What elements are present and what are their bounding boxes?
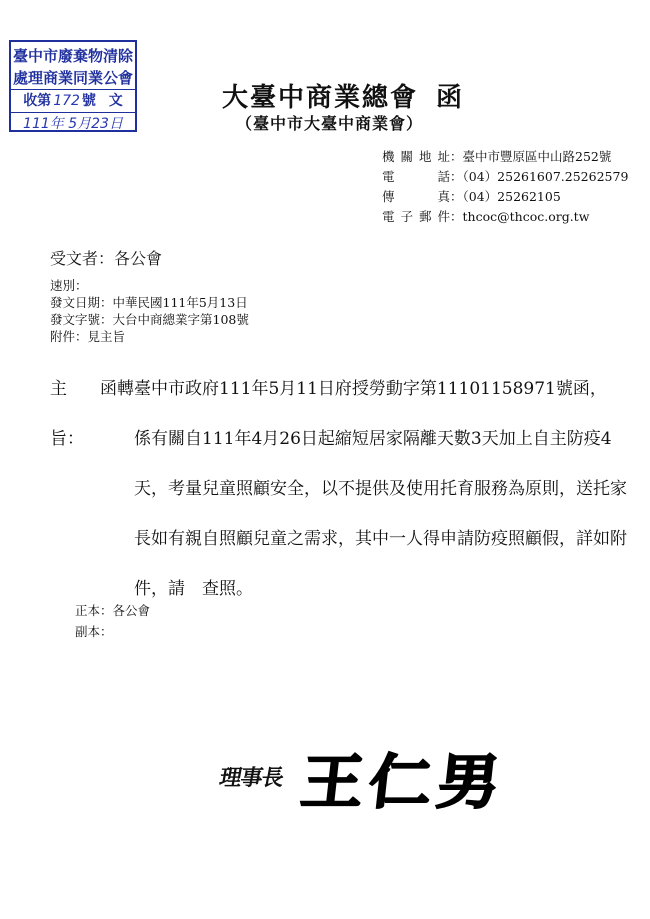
document-subtitle: （臺中市大臺中商業會） — [236, 114, 424, 133]
stamp-receipt-word: 文 — [108, 93, 123, 109]
meta-date: 發文日期：中華民國111年5月13日 — [50, 295, 248, 310]
contact-address: 機關地址：臺中市豐原區中山路252號 — [382, 147, 628, 167]
contact-email: 電子郵件：thcoc@thcoc.org.tw — [382, 207, 628, 227]
subject-body — [100, 364, 627, 614]
stamp-receipt-number: 172 — [53, 93, 80, 109]
doc-type: 函 — [436, 83, 465, 113]
contact-phone: 電話：（04）25261607.25262579 — [382, 167, 628, 187]
stamp-receipt-suffix: 號 — [81, 93, 96, 109]
contact-label: 機關地址 — [382, 149, 450, 164]
contact-value: （04）25261607.25262579 — [462, 169, 629, 184]
document-meta — [50, 277, 249, 345]
stamp-receipt-row — [11, 89, 135, 113]
contact-fax: 傳真：（04）25262105 — [382, 187, 628, 207]
stamp-org-line2: 處理商業同業公會 — [12, 69, 133, 87]
meta-speed: 速別： — [50, 278, 88, 293]
org-name: 大臺中商業總會 — [222, 83, 419, 113]
receipt-stamp — [9, 40, 137, 132]
contact-label: 電話 — [382, 169, 450, 184]
signature-name: 王仁男 — [297, 747, 510, 817]
contact-value: （04）25262105 — [462, 189, 561, 204]
contact-value: thcoc@thcoc.org.tw — [462, 209, 590, 224]
subject-line: 函轉臺中市政府111年5月11日府授勞動字第11101158971號函， — [100, 379, 607, 399]
distribution-copy: 副本： — [75, 624, 113, 639]
contact-label: 傳真 — [382, 189, 450, 204]
signature-title: 理事長 — [217, 766, 285, 791]
subject-line: 天，考量兒童照顧安全，以不提供及使用托育服務為原則，送托家 — [134, 479, 627, 499]
contact-label: 電子郵件 — [382, 209, 450, 224]
distribution-main: 正本：各公會 — [75, 603, 151, 618]
meta-number: 發文字號：大台中商總業字第108號 — [50, 312, 249, 327]
stamp-date: 111年 5月23日 — [23, 116, 123, 132]
contact-block — [382, 147, 628, 227]
signature — [217, 733, 510, 817]
distribution — [75, 600, 150, 642]
subject-label: 主旨： — [50, 379, 84, 449]
stamp-org-line1: 臺中市廢棄物清除 — [12, 47, 133, 65]
meta-attachment: 附件：見主旨 — [50, 329, 126, 344]
document-title — [222, 77, 464, 114]
subject-line: 長如有親自照顧兒童之需求，其中一人得申請防疫照顧假，詳如附 — [134, 529, 627, 549]
stamp-receipt-prefix: 收第 — [23, 93, 52, 109]
subject-line: 係有關自111年4月26日起縮短居家隔離天數3天加上自主防疫4 — [134, 429, 612, 449]
recipient: 受文者：各公會 — [50, 249, 163, 268]
contact-value: 臺中市豐原區中山路252號 — [462, 149, 612, 164]
subject-line: 件，請 查照。 — [134, 579, 253, 599]
